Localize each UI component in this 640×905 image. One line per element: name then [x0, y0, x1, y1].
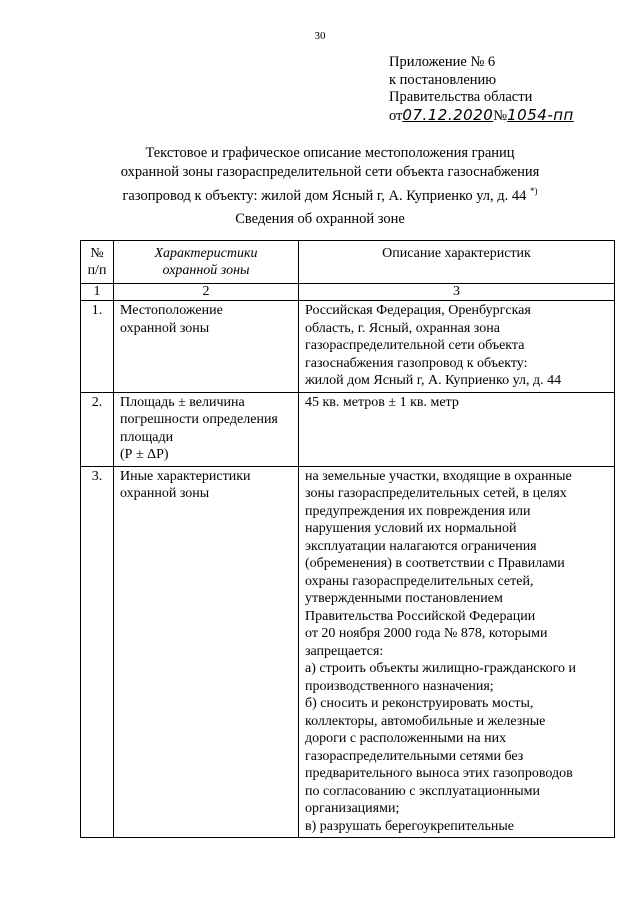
title-line-1: Текстовое и графическое описание местоположения границ	[145, 145, 515, 161]
protection-zone-table	[80, 240, 615, 838]
row-number: 2.	[81, 392, 114, 466]
header-number: № п/п	[81, 241, 114, 284]
table-row	[81, 301, 615, 393]
index-cell-2: 2	[114, 284, 299, 301]
appendix-date-line	[389, 107, 574, 126]
row-description: Российская Федерация, Оренбургская область, г. Ясный, охранная зона газораспределительной сети объекта газоснабжения газопровод к объекту: жилой дом Ясный г, А. Куприенко ул, д. 44	[299, 301, 615, 393]
row-number: 1.	[81, 301, 114, 393]
document-title	[90, 144, 570, 206]
row-characteristic: Местоположение охранной зоны	[114, 301, 299, 393]
row-characteristic: Иные характеристики охранной зоны	[114, 466, 299, 838]
page-number: 30	[314, 30, 326, 42]
table-row	[81, 466, 615, 838]
handwritten-number: 1054-пп	[507, 105, 574, 124]
table-index-row	[81, 284, 615, 301]
date-prefix: от	[389, 107, 403, 124]
table-header-row	[81, 241, 615, 284]
footnote-mark: *)	[530, 186, 538, 196]
table-row	[81, 392, 615, 466]
row-description: 45 кв. метров ± 1 кв. метр	[299, 392, 615, 466]
appendix-line-1: Приложение № 6	[389, 54, 496, 70]
number-sign: №	[493, 107, 508, 124]
section-subtitle: Сведения об охранной зоне	[235, 211, 405, 227]
row-characteristic: Площадь ± величина погрешности определения площади (Р ± ΔР)	[114, 392, 299, 466]
appendix-block	[389, 54, 574, 125]
row-description: на земельные участки, входящие в охранные зоны газораспределительных сетей, в целях предупреждения их повреждения или нарушения условий их нормальной эксплуатации налагаются ограничения (обременения) в соответствии с Правилами охраны газораспределительных сетей, утвержденными постановлением Правительства Российской Федерации от 20 ноября 2000 года № 878, которыми запрещается: а) строить объекты жилищно-гражданского и производственного назначения; б) сносить и реконструировать мосты, коллекторы, автомобильные и железные дороги с расположенными на них газораспределительными сетями без предварительного выноса этих газопроводов по согласованию с эксплуатационными организациями; в) разрушать берегоукрепительные	[299, 466, 615, 838]
handwritten-date: 07.12.2020	[402, 105, 494, 124]
title-line-3-text: газопровод к объекту: жилой дом Ясный г, А. Куприенко ул, д. 44	[122, 188, 527, 204]
header-description: Описание характеристик	[299, 241, 615, 284]
header-characteristics: Характеристики охранной зоны	[114, 241, 299, 284]
row-number: 3.	[81, 466, 114, 838]
appendix-line-2: к постановлению	[389, 71, 497, 88]
title-line-2: охранной зоны газораспределительной сети объекта газоснабжения	[120, 164, 540, 180]
title-line-3	[90, 182, 570, 206]
index-cell-3: 3	[299, 284, 615, 301]
appendix-line-3: Правительства области	[389, 89, 533, 105]
index-cell-1: 1	[81, 284, 114, 301]
